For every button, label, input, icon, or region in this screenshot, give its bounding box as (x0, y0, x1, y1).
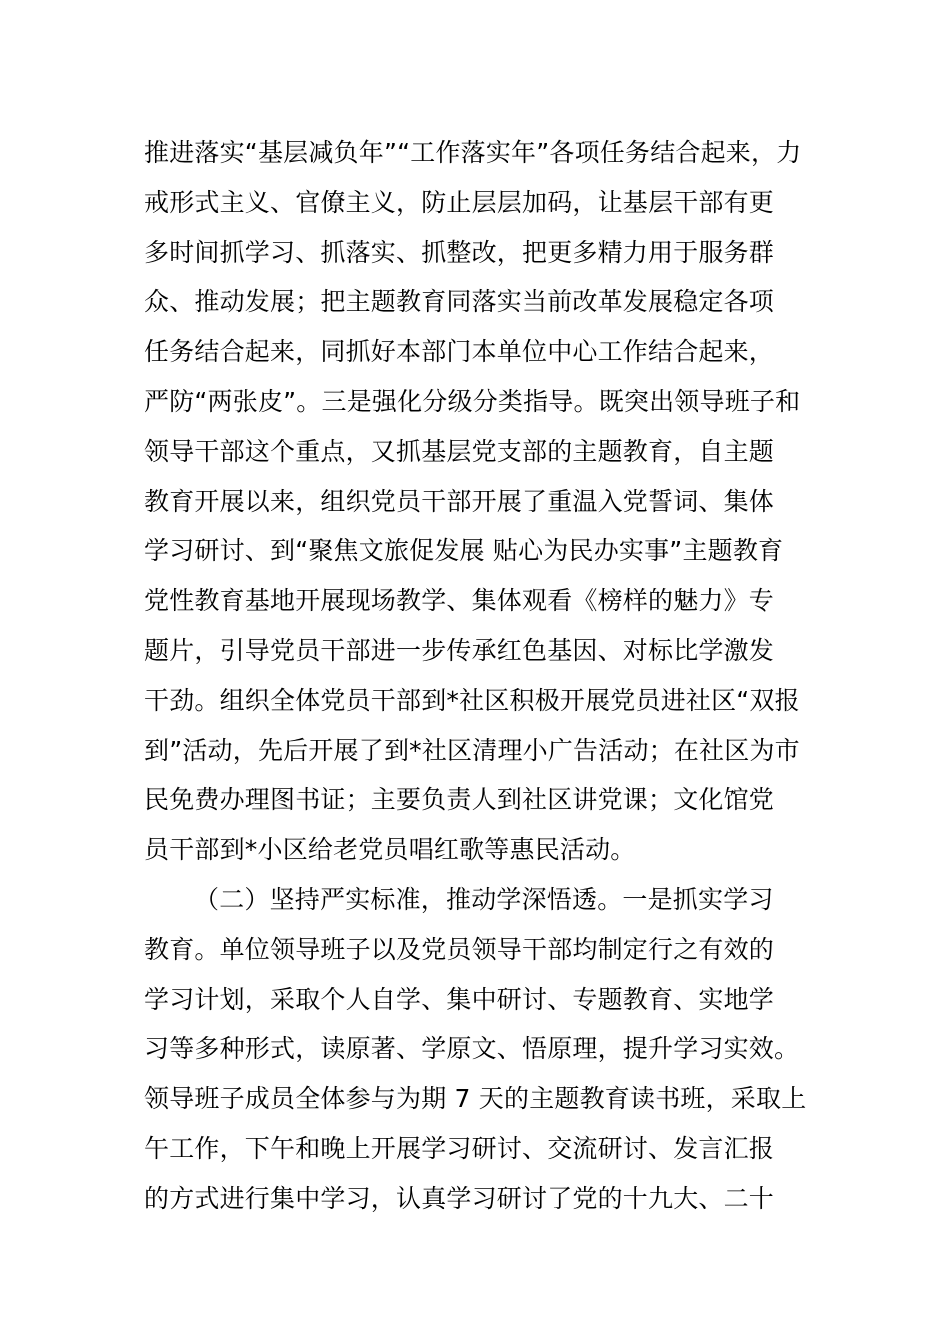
text-line: 领导干部这个重点，又抓基层党支部的主题教育，自主题 (144, 436, 775, 466)
text-line: 推进落实“基层减负年”“工作落实年”各项任务结合起来，力 (144, 138, 802, 167)
text-line: 严防“两张皮”。三是强化分级分类指导。既突出领导班子和 (144, 386, 801, 416)
text-line: 午工作，下午和晚上开展学习研讨、交流研讨、发言汇报 (144, 1133, 775, 1163)
text-line: 众、推动发展；把主题教育同落实当前改革发展稳定各项 (144, 287, 775, 317)
text-line: 多时间抓学习、抓落实、抓整改，把更多精力用于服务群 (144, 237, 775, 267)
text-line: 员干部到*小区给老党员唱红歌等惠民活动。 (144, 835, 636, 865)
text-line: 任务结合起来，同抓好本部门本单位中心工作结合起来， (144, 337, 775, 367)
text-line: 教育。单位领导班子以及党员领导干部均制定行之有效的 (144, 934, 775, 964)
text-line: 党性教育基地开展现场教学、集体观看《榜样的魅力》专 (144, 586, 775, 616)
text-line: 题片，引导党员干部进一步传承红色基因、对标比学激发 (144, 635, 775, 665)
text-line: 习等多种形式，读原著、学原文、悟原理，提升学习实效。 (144, 1034, 800, 1064)
text-line: 领导班子成员全体参与为期 7 天的主题教育读书班，采取上 (144, 1084, 807, 1114)
body-text (144, 128, 814, 1224)
text-line: 干劲。组织全体党员干部到*社区积极开展党员进社区“双报 (144, 685, 800, 715)
text-line: 民免费办理图书证；主要负责人到社区讲党课；文化馆党 (144, 785, 775, 815)
text-line: 的方式进行集中学习，认真学习研讨了党的十九大、二十 (144, 1183, 775, 1213)
text-line: 到”活动，先后开展了到*社区清理小广告活动；在社区为市 (144, 735, 800, 765)
text-line: 戒形式主义、官僚主义，防止层层加码，让基层干部有更 (144, 187, 775, 217)
text-line: 学习研讨、到“聚焦文旅促发展 贴心为民办实事”主题教育 (144, 536, 784, 566)
section-heading-line: （二）坚持严实标准，推动学深悟透。一是抓实学习 (194, 884, 774, 914)
text-line: 学习计划，采取个人自学、集中研讨、专题教育、实地学 (144, 984, 775, 1014)
text-line: 教育开展以来，组织党员干部开展了重温入党誓词、集体 (144, 486, 775, 516)
